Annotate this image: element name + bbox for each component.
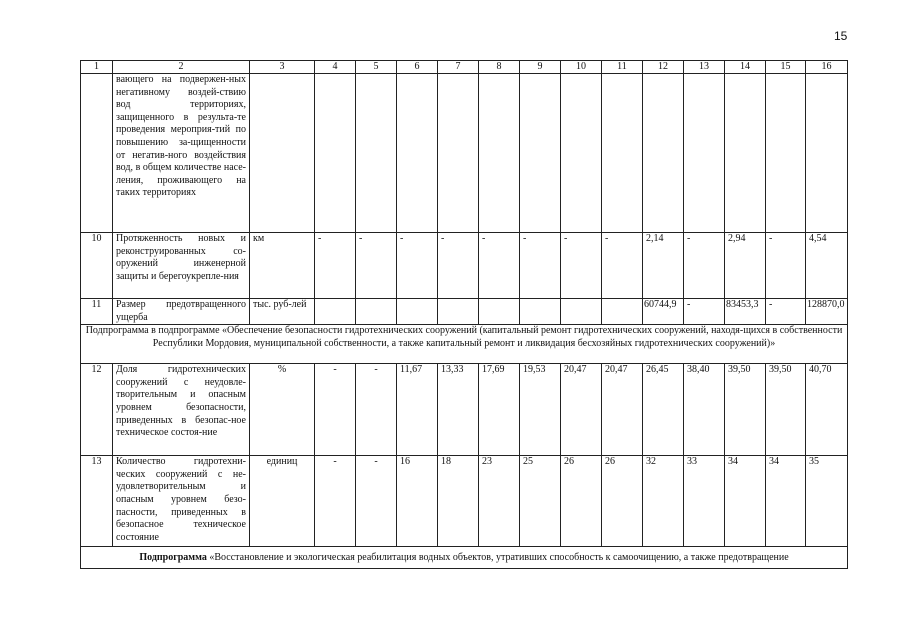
col-num: 15 [766,61,806,74]
row-number: 12 [81,364,113,456]
row-value [356,74,397,233]
row-value: - [356,364,397,456]
row-description: Протяженность новых и реконструированных со-оружений инженерной защиты и берегоукрепле-ния [113,233,250,299]
col-num: 16 [806,61,848,74]
subprogram-label: Подпрограмма [139,552,207,564]
col-num: 2 [113,61,250,74]
row-value: 25 [520,456,561,547]
row-number: 10 [81,233,113,299]
row-value: - [315,456,356,547]
row-unit: тыс. руб-лей [250,299,315,325]
row-value: 19,53 [520,364,561,456]
row-value [397,74,438,233]
col-num: 8 [479,61,520,74]
table-row [81,364,848,456]
indicators-table [80,60,848,569]
row-value: - [766,299,806,325]
row-value [602,74,643,233]
row-value: 26,45 [643,364,684,456]
subprogram-row [81,547,848,569]
row-value: 35 [806,456,848,547]
row-value: 23 [479,456,520,547]
row-value [766,74,806,233]
row-value [479,74,520,233]
col-num: 10 [561,61,602,74]
row-number: 13 [81,456,113,547]
row-value: 34 [766,456,806,547]
row-value: 13,33 [438,364,479,456]
table-row [81,299,848,325]
row-value: 26 [602,456,643,547]
row-unit: км [250,233,315,299]
table-row [81,74,848,233]
col-num: 6 [397,61,438,74]
row-description: Размер предотвращенного ущерба [113,299,250,325]
row-value [643,74,684,233]
row-value: 39,50 [766,364,806,456]
row-value: - [315,364,356,456]
row-value: - [438,233,479,299]
col-num: 12 [643,61,684,74]
row-value: - [602,233,643,299]
subprogram-text: «Восстановление и экологическая реабилитация водных объектов, утративших способность к самоочищению, а также предотвращение [206,552,789,564]
row-value: 11,67 [397,364,438,456]
column-number-row [81,61,848,74]
row-value: - [356,233,397,299]
subprogram-row [81,325,848,364]
row-value: - [356,456,397,547]
table-row [81,233,848,299]
subprogram-title: Подпрограмма в подпрограмме «Обеспечение безопасности гидротехнических сооружений (капитальный ремонт гидротехнических сооружений, находя-щихся в собственности Республики Мордовия, муниципальной собственности, а также капитальный ремонт и ликвидация бесхозяйных гидротехнических сооружений)» [81,325,848,364]
row-value [602,299,643,325]
row-value [561,74,602,233]
row-value [315,74,356,233]
row-value: 2,14 [643,233,684,299]
row-number: 11 [81,299,113,325]
row-value: 2,94 [725,233,766,299]
row-value: 18 [438,456,479,547]
row-value: 20,47 [561,364,602,456]
col-num: 4 [315,61,356,74]
row-value [520,299,561,325]
page-number: 15 [834,29,848,43]
row-value [561,299,602,325]
row-value: - [561,233,602,299]
row-value [356,299,397,325]
table-row [81,456,848,547]
row-value: - [684,299,725,325]
row-value [315,299,356,325]
row-unit [250,74,315,233]
row-value: 26 [561,456,602,547]
row-value: 60744,9 [643,299,684,325]
col-num: 13 [684,61,725,74]
row-value: 4,54 [806,233,848,299]
row-number [81,74,113,233]
subprogram-title [81,547,848,569]
row-value: 33 [684,456,725,547]
col-num: 9 [520,61,561,74]
row-unit: единиц [250,456,315,547]
row-value [438,299,479,325]
row-value: - [397,233,438,299]
col-num: 3 [250,61,315,74]
col-num: 1 [81,61,113,74]
row-value: 83453,3 [725,299,766,325]
col-num: 5 [356,61,397,74]
col-num: 11 [602,61,643,74]
row-value: - [315,233,356,299]
row-value: - [520,233,561,299]
col-num: 7 [438,61,479,74]
row-value: 16 [397,456,438,547]
row-value: 39,50 [725,364,766,456]
row-value: 128870,0 [806,299,848,325]
row-value: 40,70 [806,364,848,456]
row-value [684,74,725,233]
row-value [479,299,520,325]
col-num: 14 [725,61,766,74]
row-value [806,74,848,233]
row-value [520,74,561,233]
row-value: - [479,233,520,299]
row-value: 32 [643,456,684,547]
row-value: 38,40 [684,364,725,456]
row-description: Количество гидротехни-ческих сооружений с не-удовлетворительным и опасным уровнем безо-пасности, приведенных в безопасное техническое состояние [113,456,250,547]
row-value: - [766,233,806,299]
row-value: 20,47 [602,364,643,456]
row-value [725,74,766,233]
row-description: вающего на подвержен-ных негативному воздей-ствию вод территориях, защищенного в результа-те проведения мероприя-тий по повышению за-щищенности от негатив-ного воздействия вод, в общем количестве насе-ления, проживающего на таких территориях [113,74,250,233]
row-unit: % [250,364,315,456]
row-value: 34 [725,456,766,547]
row-description: Доля гидротехнических сооружений с неудовле-творительным и опасным уровнем безопасности, приведенных в безопас-ное техническое состоя-ние [113,364,250,456]
row-value: - [684,233,725,299]
row-value: 17,69 [479,364,520,456]
row-value [397,299,438,325]
row-value [438,74,479,233]
